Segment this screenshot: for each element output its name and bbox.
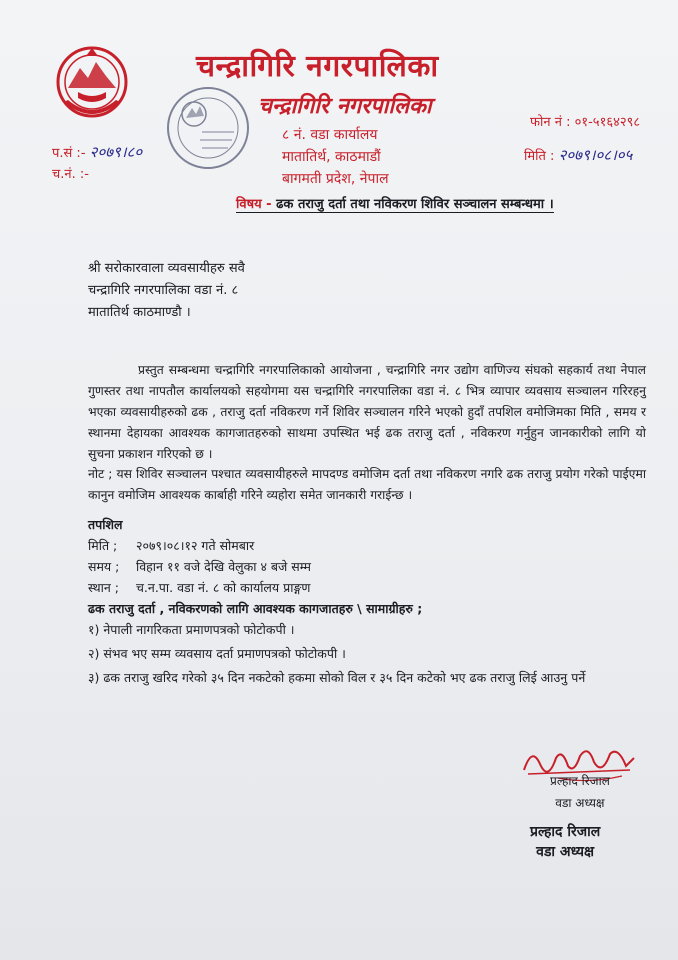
subject-text: ढक तराजु दर्ता तथा नविकरण शिविर सञ्चालन सम्बन्धमा । [276, 197, 554, 212]
date-value: २०७९।०८।०५ [558, 146, 633, 164]
schedule-time-value: विहान ११ वजे देखि वेलुका ४ बजे सम्म [135, 559, 311, 574]
schedule-date-value: २०७९।०८।१२ गते सोमबार [135, 538, 255, 553]
signatory-title: वडा अध्यक्ष [536, 844, 595, 860]
schedule-time-row [88, 556, 422, 577]
subject-label: विषय - [236, 197, 272, 212]
schedule-details [88, 514, 422, 619]
signatory-name: प्रल्हाद रिजाल [530, 824, 601, 840]
schedule-place-label: स्थान ; [88, 580, 119, 595]
list-item: १) नेपाली नागरिकता प्रमाणपत्रको फोटोकपी । [88, 622, 295, 637]
list-item: २) संभव भए सम्म व्यवसाय दर्ता प्रमाणपत्रको फोटोकपी । [88, 646, 346, 661]
letter-date [524, 145, 632, 165]
schedule-place-row [88, 577, 422, 598]
schedule-time-label: समय ; [88, 559, 120, 574]
date-label: मिति : [524, 149, 555, 164]
address-line: श्री सरोकारवाला व्यवसायीहरु सवै [88, 261, 245, 276]
office-province: बागमती प्रदेश, नेपाल [282, 171, 389, 187]
body-paragraph-main: प्रस्तुत सम्बन्धमा चन्द्रागिरि नगरपालिकाको आयोजना , चन्द्रागिरि नगर उद्योग वाणिज्य संघको सहकार्य तथा नेपाल गुणस्तर तथा नापतौल कार्यालयको सहयोगमा यस चन्द्रागिरि नगरपालिका वडा नं. ८ भित्र व्यापार व्यवसाय सञ्चालन गरिरहनु भएका व्यवसायीहरुको ढक , तराजु दर्ता नविकरण गर्ने शिविर सञ्चालन गरिने भएको हुदाँ तपशिल वमोजिमका मिति , समय र स्थानमा देहायका आवश्यक कागजातहरुको साथमा उपस्थित भई ढक तराजु दर्ता , नविकरण गर्नुहुन जानकारीको लागि यो सुचना प्रकाशन गरिएको छ । [88, 363, 646, 461]
municipality-title: चन्द्रागिरि नगरपालिका [196, 49, 439, 84]
schedule-heading: तपशिल [88, 517, 123, 532]
office-address-block [282, 124, 389, 190]
schedule-date-label: मिति ; [88, 538, 118, 553]
office-location: मातातिर्थ, काठमाडौं [282, 149, 381, 165]
list-item: ३) ढक तराजु खरिद गरेको ३५ दिन नकटेको हकमा सोको विल र ३५ दिन कटेको भए ढक तराजु लिई आउनु पर्ने [88, 670, 586, 685]
address-line: चन्द्रागिरि नगरपालिका वडा नं. ८ [88, 283, 239, 298]
schedule-place-value: च.न.पा. वडा नं. ८ को कार्यालय प्राङ्गण [135, 580, 311, 595]
required-documents-list [88, 618, 658, 690]
subject-line [236, 194, 554, 213]
nepal-emblem-logo [50, 42, 134, 126]
ps-label: प.सं :- [52, 146, 86, 161]
body-paragraph-note: नोट ; यस शिविर सञ्चालन पश्चात व्यवसायीहरुले मापदण्ड वमोजिम दर्ता तथा नविकरण नगरि ढक तराजु प्रयोग गरेको पाईएमा कानुन वमोजिम आवश्यक कार्बाही गरिने व्यहोरा समेत जानकारी गराईन्छ । [88, 467, 646, 502]
office-name: ८ नं. वडा कार्यालय [282, 127, 378, 143]
ward-office-seal-stamp [162, 82, 254, 174]
schedule-date-row [88, 535, 422, 556]
address-line: मातातिर्थ काठमाण्डौ । [88, 305, 191, 320]
signatory-stamp-name: प्रल्हाद रिजाल [550, 774, 610, 788]
documents-heading: ढक तराजु दर्ता , नविकरणको लागि आवश्यक कागजातहरु \ सामाग्रीहरु ; [88, 601, 423, 616]
dispatch-number: च.नं. :- [52, 167, 89, 182]
signature-stamp-block [550, 770, 610, 814]
municipality-title-stylized: चन्द्रागिरि नगरपालिका [258, 94, 432, 119]
phone-number: फोन नं : ०१-५१६४२९८ [530, 115, 641, 130]
signatory-stamp-title: वडा अध्यक्ष [555, 796, 605, 810]
signatory-block [530, 822, 600, 862]
recipient-address [88, 258, 245, 324]
ps-value: २०७९।८० [89, 143, 143, 161]
reference-number [52, 142, 142, 162]
